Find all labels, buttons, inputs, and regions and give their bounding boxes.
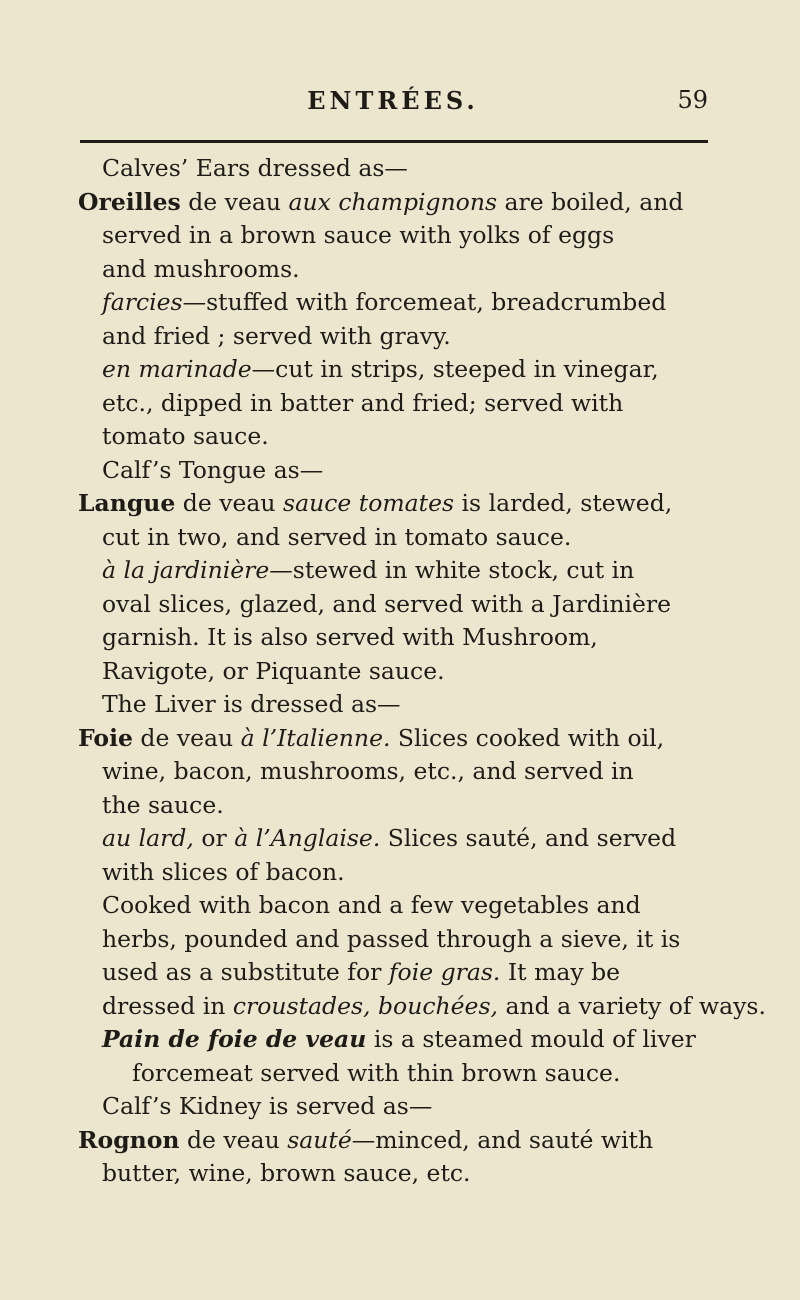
text-run: oval slices, glazed, and served with a Jardinière (102, 589, 672, 618)
text-line (78, 990, 766, 1024)
text-line (78, 923, 712, 957)
text-line (78, 1057, 712, 1091)
italic-term: au lard, (102, 824, 194, 852)
text-run: Ravigote, or Piquante sauce. (102, 656, 445, 685)
running-title: ENTRÉES. (307, 86, 479, 115)
text-line (78, 487, 712, 521)
text-run: garnish. It is also served with Mushroom, (102, 623, 598, 651)
text-line (78, 856, 712, 890)
text-run: Cooked with bacon and a few vegetables and (102, 891, 641, 919)
italic-term: à l’Italienne. (240, 723, 391, 752)
text-run: herbs, pounded and passed through a sieve, it is (102, 924, 681, 953)
text-run: wine, bacon, mushrooms, etc., and served in (102, 757, 634, 785)
text-line (78, 521, 712, 555)
text-run: —minced, and sauté with (351, 1125, 654, 1154)
text-run: de veau (132, 723, 241, 752)
text-line (78, 219, 712, 253)
text-run: de veau (179, 1125, 288, 1154)
text-run: cut in two, and served in tomato sauce. (102, 522, 572, 551)
text-run: or (193, 824, 235, 852)
text-line (78, 655, 712, 689)
text-line (78, 420, 712, 454)
text-run: with slices of bacon. (102, 857, 345, 886)
text-run: and mushrooms. (102, 254, 300, 283)
text-line (78, 789, 712, 823)
text-line (78, 186, 712, 220)
text-line (78, 353, 712, 387)
text-run: served in a brown sauce with yolks of eggs (102, 221, 615, 249)
italic-term: à la jardinière (102, 556, 270, 584)
text-run: Slices cooked with oil, (390, 723, 665, 752)
italic-term: aux champignons (288, 187, 498, 216)
text-run: forcemeat served with thin brown sauce. (132, 1058, 621, 1087)
bold-term: Langue (78, 489, 176, 517)
text-line (78, 286, 712, 320)
page-header (78, 86, 708, 126)
text-run: tomato sauce. (102, 422, 269, 450)
bold-term: Oreilles (78, 187, 181, 216)
text-run: It may be (500, 958, 621, 986)
section-heading-line (78, 1090, 712, 1124)
text-line (78, 387, 712, 421)
text-run: Slices sauté, and served (380, 824, 677, 852)
text-run: Calf’s Kidney is served as— (102, 1092, 433, 1120)
bold-term: Foie (78, 723, 133, 752)
text-line (78, 621, 712, 655)
text-run: and fried ; served with gravy. (102, 321, 451, 350)
text-run: The Liver is dressed as— (102, 690, 401, 718)
text-run: —stewed in white stock, cut in (269, 556, 635, 584)
text-line (78, 554, 712, 588)
text-run: de veau (180, 187, 289, 216)
bold-term: Rognon (78, 1125, 180, 1154)
header-rule (80, 140, 708, 143)
text-run: —cut in strips, steeped in vinegar, (251, 355, 659, 383)
italic-term: à l’Anglaise. (234, 824, 381, 852)
text-line (78, 889, 712, 923)
text-line (78, 1157, 712, 1191)
text-line (78, 588, 712, 622)
text-run: used as a substitute for (102, 958, 389, 986)
text-line (78, 1023, 712, 1057)
text-line (78, 320, 712, 354)
italic-term: en marinade (102, 355, 252, 383)
text-line (78, 822, 712, 856)
text-run: Calves’ Ears dressed as— (102, 154, 408, 182)
text-line (78, 722, 712, 756)
text-run: Calf’s Tongue as— (102, 455, 324, 484)
text-run: the sauce. (102, 790, 224, 819)
text-run: dressed in (102, 991, 233, 1020)
text-run: is larded, stewed, (454, 489, 673, 517)
italic-term: sauce tomates (283, 489, 455, 517)
text-run: is a steamed mould of liver (366, 1025, 696, 1053)
italic-term: croustades, bouchées, (232, 991, 498, 1020)
section-heading-line (78, 454, 712, 488)
italic-term: Pain de foie de veau (102, 1025, 367, 1053)
body-text (78, 152, 766, 1191)
text-run: de veau (175, 489, 284, 517)
italic-term: foie gras. (388, 958, 501, 986)
text-run: and a variety of ways. (497, 991, 766, 1020)
text-line (78, 253, 712, 287)
text-run: —stuffed with forcemeat, breadcrumbed (182, 288, 667, 316)
text-run: etc., dipped in batter and fried; served with (102, 388, 624, 417)
italic-term: farcies (102, 288, 183, 316)
page-number: 59 (677, 86, 708, 114)
section-heading-line (78, 688, 712, 722)
text-run: are boiled, and (497, 187, 684, 216)
text-run: butter, wine, brown sauce, etc. (102, 1159, 471, 1187)
italic-term: sauté (287, 1125, 352, 1154)
text-line (78, 755, 712, 789)
section-heading-line (78, 152, 712, 186)
text-line (78, 956, 712, 990)
text-line (78, 1124, 712, 1158)
